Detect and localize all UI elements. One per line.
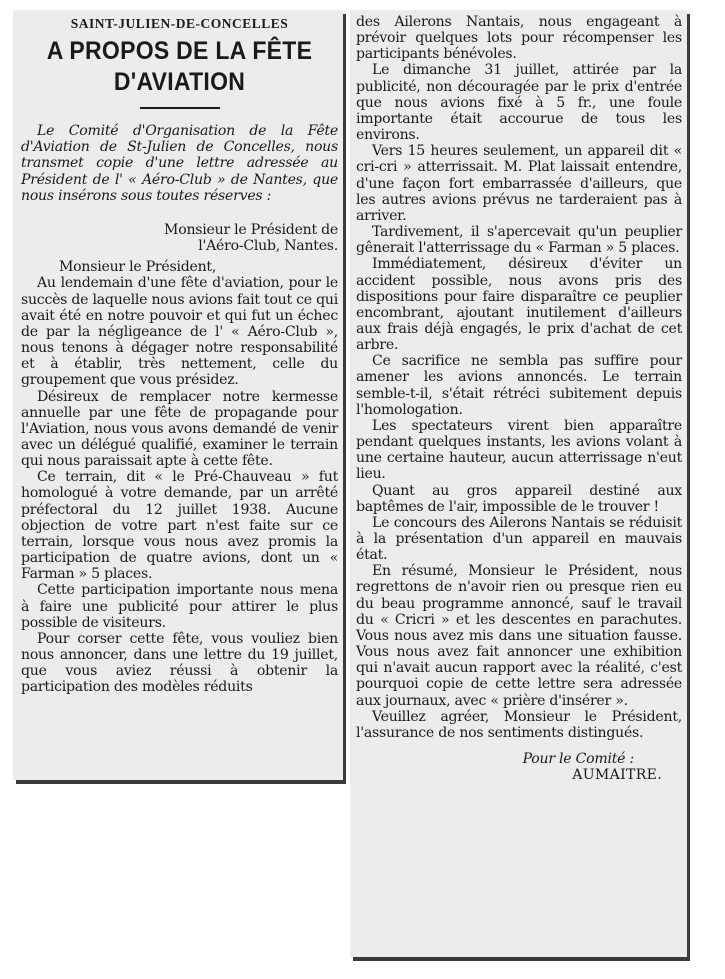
- letter-paragraph: des Ailerons Nantais, nous engageant à prévoir quelques lots pour récompenser les participants bénévoles.: [356, 14, 682, 63]
- letter-paragraph: Le dimanche 31 juillet, attirée par la publicité, non découragée par le prix d'entrée que nous avions fixé à 5 fr., une foule importante était accourue de tous les environs.: [356, 62, 682, 144]
- headline-line-2: D'AVIATION: [113, 68, 246, 97]
- signature-name: AUMAITRE.: [572, 767, 662, 784]
- letter-paragraph: Le concours des Ailerons Nantais se réduisit à la présentation d'un appareil en mauvais état.: [356, 514, 682, 564]
- letter-paragraph: Ce terrain, dit « le Pré-Chauveau » fut homologué à votre demande, par un arrêté préfectoral du 12 juillet 1938. Aucune objection de votre part n'est faite sur ce terrain, lorsque vous nous avez promis la participation de quatre avions, dont un « Farman » 5 places.: [21, 469, 338, 583]
- headline-divider: [140, 107, 220, 109]
- article-intro: Le Comité d'Organisation de la Fête d'Aviation de St-Julien de Concelles, nous transmet copie d'une lettre adressée au Président de l' « Aéro-Club » de Nantes, que nous insérons sous toutes réserves :: [21, 123, 338, 204]
- article-column-right: [350, 10, 687, 957]
- article-column-left: [13, 10, 343, 780]
- letter-paragraph: Cette participation importante nous mena à faire une publicité pour attirer le plus possible de visiteurs.: [21, 582, 338, 631]
- letter-paragraph: Désireux de remplacer notre kermesse annuelle par une fête de propagande pour l'Aviation, nous vous avons demandé de venir avec un délégué qualifié, examiner le terrain qui nous paraissait apte à cette fête.: [21, 388, 338, 470]
- letter-address: [21, 222, 338, 254]
- headline-line-1: A PROPOS DE LA FÊTE: [46, 37, 313, 66]
- letter-paragraph: En résumé, Monsieur le Président, nous regrettons de n'avoir rien ou presque rien eu du beau programme annoncé, sauf le travail du « Cricri » et les descentes en parachutes. Vous nous avez mis dans une situation fausse. Vous nous avez fait annoncer une exhibition qui n'avait aucun rapport avec la réalité, c'est pourquoi copie de cette lettre sera adressée aux journaux, avec « prière d'insérer ».: [356, 563, 682, 709]
- letter-paragraph: Les spectateurs virent bien apparaître pendant quelques instants, les avions volant à une certaine hauteur, aucun atterrissage n'eut lieu.: [356, 417, 682, 483]
- letter-paragraph: Veuillez agréer, Monsieur le Président, l'assurance de nos sentiments distingués.: [356, 708, 682, 741]
- letter-paragraph: Ce sacrifice ne sembla pas suffire pour amener les avions annoncés. Le terrain semble-t-il, s'était rétréci subitement depuis l'homologation.: [356, 353, 682, 418]
- letter-paragraph: Au lendemain d'une fête d'aviation, pour le succès de laquelle nous avions fait tout ce qui avait été en notre pouvoir et qui fut un échec de par la négligeance de l' « Aéro-Club », nous tenons à dégager notre responsabilité et à établir, très nettement, celle du groupement que vous présidez.: [21, 275, 338, 389]
- letter-paragraph: Immédiatement, désireux d'éviter un accident possible, nous avons pris des dispositions pour faire disparaître ce peuplier encombrant, ajoutant inutilement d'ailleurs aux frais déjà engagés, le prix d'achat de cet arbre.: [356, 256, 682, 354]
- letter-signature: [356, 751, 682, 783]
- article-headline: [34, 36, 326, 98]
- letter-paragraph: Quant au gros appareil destiné aux baptêmes de l'air, impossible de le trouver !: [356, 482, 682, 515]
- article-kicker: SAINT-JULIEN-DE-CONCELLES: [70, 16, 289, 31]
- letter-address-line-2: l'Aéro-Club, Nantes.: [198, 238, 338, 255]
- letter-greeting: Monsieur le Président,: [59, 259, 217, 276]
- letter-paragraph: Pour corser cette fête, vous vouliez bien nous annoncer, dans une lettre du 19 juillet, que vous aviez réussi à obtenir la participation des modèles réduits: [21, 630, 338, 696]
- letter-paragraph: Vers 15 heures seulement, un appareil dit « cri-cri » atterrissait. M. Plat laissait entendre, d'une façon fort embarrassée d'ailleurs, que les autres avions prévus ne tarderaient pas à arriver.: [356, 143, 682, 224]
- letter-paragraph: Tardivement, il s'apercevait qu'un peuplier gênerait l'atterrissage du « Farman » 5 places.: [356, 224, 682, 257]
- letter-address-line-1: Monsieur le Président de: [164, 221, 338, 238]
- signature-committee: Pour le Comité :: [522, 751, 634, 768]
